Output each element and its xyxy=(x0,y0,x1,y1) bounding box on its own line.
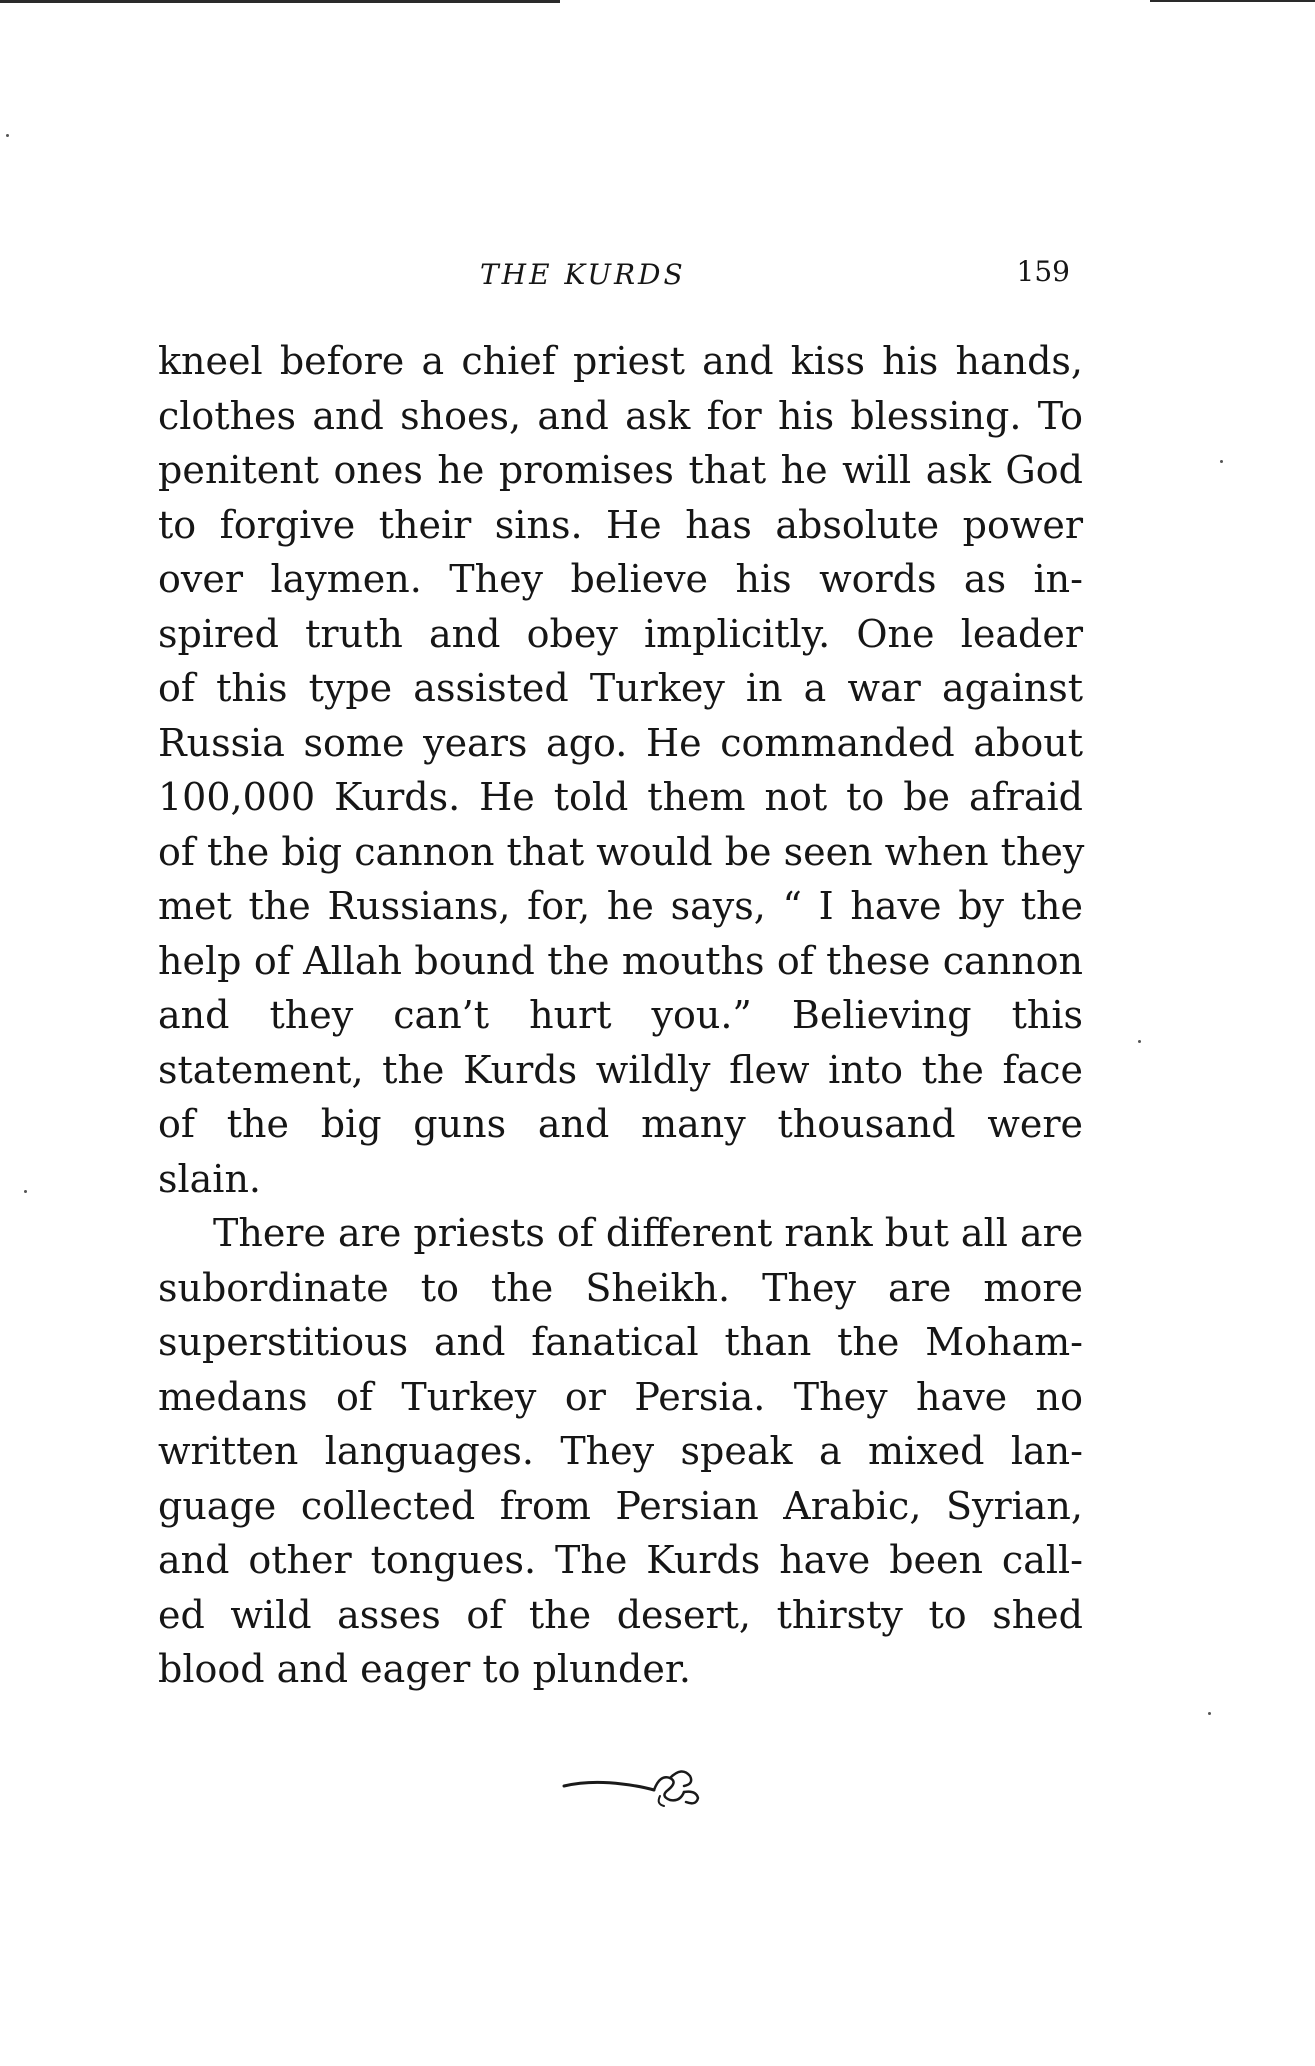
scan-speck xyxy=(24,1190,27,1193)
running-header xyxy=(160,255,1080,298)
text-line: and they can’t hurt you.” Believing this xyxy=(158,993,1083,1037)
text-line: statement, the Kurds wildly flew into the face xyxy=(158,1047,1083,1092)
text-line: ed wild asses of the desert, thirsty to shed xyxy=(158,1592,1083,1637)
text-line: met the Russians, for, he says, “ I have by the xyxy=(158,884,1083,928)
text-line: written languages. They speak a mixed lan- xyxy=(158,1429,1083,1473)
scan-speck xyxy=(1208,1712,1211,1715)
text-line: of this type assisted Turkey in a war against xyxy=(158,666,1083,710)
scan-speck xyxy=(6,134,9,137)
top-scan-edge-right xyxy=(1150,0,1315,2)
paragraph-1 xyxy=(158,334,1083,1206)
page-number: 159 xyxy=(1016,255,1070,288)
text-line: Russia some years ago. He commanded about xyxy=(158,720,1083,765)
text-line: blood and eager to plunder. xyxy=(158,1647,691,1691)
text-line: slain. xyxy=(158,1156,262,1201)
text-line: guage collected from Persian Arabic, Syrian, xyxy=(158,1483,1083,1528)
text-line: kneel before a chief priest and kiss his hands, xyxy=(158,339,1083,383)
text-line: penitent ones he promises that he will ask God xyxy=(158,448,1083,492)
scan-speck xyxy=(1138,1040,1141,1043)
text-line: to forgive their sins. He has absolute power xyxy=(158,502,1083,547)
running-title: THE KURDS xyxy=(480,258,686,291)
text-line: 100,000 Kurds. He told them not to be afraid xyxy=(158,775,1083,819)
fleuron-icon xyxy=(560,1760,720,1810)
text-line: subordinate to the Sheikh. They are more xyxy=(158,1265,1083,1310)
text-line: clothes and shoes, and ask for his blessing. To xyxy=(158,393,1083,438)
text-line: over laymen. They believe his words as in- xyxy=(158,557,1083,601)
text-line: There are priests of different rank but all are xyxy=(213,1211,1084,1255)
text-line: and other tongues. The Kurds have been call- xyxy=(158,1538,1083,1582)
text-line: of the big guns and many thousand were xyxy=(158,1102,1083,1146)
body-text xyxy=(158,334,1083,1697)
text-line: of the big cannon that would be seen when they xyxy=(158,829,1085,874)
paragraph-2 xyxy=(158,1206,1083,1697)
scan-speck xyxy=(1220,460,1223,463)
text-line: medans of Turkey or Persia. They have no xyxy=(158,1374,1083,1419)
top-scan-edge xyxy=(0,0,560,3)
text-line: spired truth and obey implicitly. One leader xyxy=(158,611,1083,656)
text-line: help of Allah bound the mouths of these cannon xyxy=(158,938,1083,983)
text-line: superstitious and fanatical than the Moham- xyxy=(158,1320,1083,1364)
